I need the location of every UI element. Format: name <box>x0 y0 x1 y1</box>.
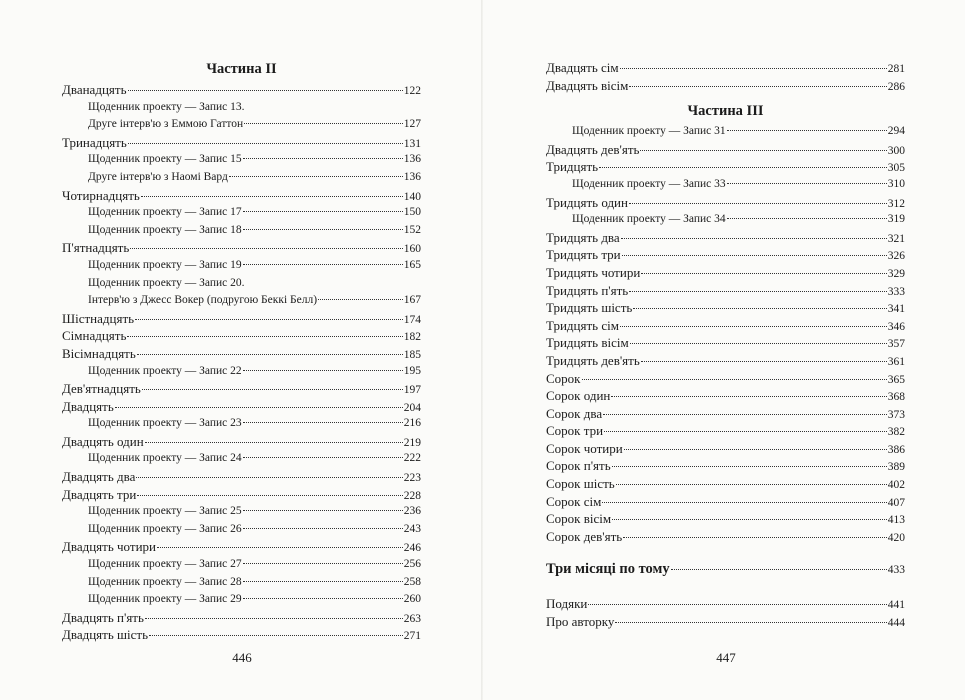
toc-chapter-row[interactable] <box>62 81 421 99</box>
toc-entry-label: Сорок сім <box>546 493 602 509</box>
dot-leader <box>149 635 403 636</box>
toc-entry-label: Щоденник проекту — Запис 28 <box>88 575 242 588</box>
dot-leader <box>623 537 887 538</box>
toc-page-ref: 326 <box>887 250 905 263</box>
dot-leader <box>128 143 403 144</box>
toc-list <box>62 81 421 644</box>
toc-chapter-row[interactable] <box>546 352 905 370</box>
toc-subentry-row[interactable] <box>62 99 421 117</box>
dot-leader <box>629 291 887 292</box>
dot-leader <box>620 68 887 69</box>
toc-chapter-row[interactable] <box>546 475 905 493</box>
dot-leader <box>629 86 886 87</box>
toc-page-ref: 167 <box>403 294 421 307</box>
dot-leader <box>136 477 402 478</box>
dot-leader <box>243 229 403 230</box>
dot-leader <box>611 396 886 397</box>
spacer <box>546 581 905 595</box>
toc-page-ref: 382 <box>887 426 905 439</box>
toc-entry-label: Двадцять <box>62 398 114 414</box>
toc-entry-label: Дванадцять <box>62 82 127 97</box>
dot-leader <box>128 90 403 91</box>
dot-leader <box>727 218 887 219</box>
toc-page-ref: 357 <box>887 338 905 351</box>
toc-page-ref: 263 <box>403 612 421 625</box>
toc-entry-label: Тридцять вісім <box>546 335 629 351</box>
toc-chapter-row[interactable] <box>546 457 905 475</box>
toc-subentry-row[interactable] <box>62 363 421 381</box>
dot-leader <box>318 299 403 300</box>
toc-subentry-row[interactable] <box>62 503 421 521</box>
dot-leader <box>603 414 887 415</box>
toc-page-ref: 402 <box>887 479 905 492</box>
toc-entry-label: Вісімнадцять <box>62 345 136 361</box>
toc-left <box>62 58 421 644</box>
page-number: 446 <box>232 650 252 665</box>
toc-subentry-row[interactable] <box>62 574 421 592</box>
toc-page-ref: 182 <box>403 331 421 344</box>
toc-entry-label: Двадцять сім <box>546 60 619 75</box>
dot-leader <box>243 457 403 458</box>
toc-chapter-row[interactable] <box>546 405 905 423</box>
toc-page-ref: 246 <box>403 542 421 555</box>
toc-page-ref: 441 <box>887 599 905 612</box>
dot-leader <box>602 502 886 503</box>
toc-entry-label: Щоденник проекту — Запис 31 <box>572 125 726 138</box>
dot-leader <box>629 203 887 204</box>
toc-page-ref: 319 <box>887 213 905 226</box>
toc-entry-label: Тридцять п'ять <box>546 282 629 298</box>
dot-leader <box>641 361 887 362</box>
toc-entry-label: Щоденник проекту — Запис 13. <box>88 100 245 113</box>
dot-leader <box>142 389 403 390</box>
dot-leader <box>604 431 887 432</box>
dot-leader <box>243 528 403 529</box>
toc-page-ref: 294 <box>887 125 905 138</box>
toc-chapter-row[interactable] <box>546 440 905 458</box>
toc-page-ref: 152 <box>403 223 421 236</box>
dot-leader <box>640 150 886 151</box>
toc-entry-label: Шістнадцять <box>62 310 135 326</box>
dot-leader <box>671 569 887 570</box>
toc-subentry-row[interactable] <box>62 591 421 609</box>
toc-entry-label: Тридцять один <box>546 194 628 210</box>
part-heading: Частина III <box>687 103 764 120</box>
toc-chapter-row[interactable] <box>546 334 905 352</box>
part-heading: Частина II <box>206 61 277 77</box>
toc-entry-label: Сімнадцять <box>62 328 127 344</box>
dot-leader <box>145 442 403 443</box>
toc-chapter-row[interactable] <box>546 387 905 405</box>
dot-leader <box>243 158 403 159</box>
toc-subentry-row[interactable] <box>62 116 421 134</box>
toc-list <box>546 123 905 545</box>
toc-entry-label: Сорок три <box>546 423 604 439</box>
dot-leader <box>633 308 886 309</box>
toc-page-ref: 256 <box>403 558 421 571</box>
toc-right <box>546 59 905 631</box>
toc-entry-label: Щоденник проекту — Запис 26 <box>88 522 242 535</box>
toc-entry-label: Щоденник проекту — Запис 25 <box>88 505 242 518</box>
toc-entry-label: Сорок шість <box>546 476 615 492</box>
dot-leader <box>157 547 403 548</box>
dot-leader <box>243 370 403 371</box>
toc-entry-label: Про авторку <box>546 614 615 630</box>
toc-chapter-row[interactable] <box>546 370 905 388</box>
toc-list-back <box>546 595 905 630</box>
toc-page-ref: 174 <box>403 313 421 326</box>
toc-chapter-row[interactable] <box>546 158 905 176</box>
dot-leader <box>727 130 887 131</box>
toc-subentry-row[interactable] <box>62 556 421 574</box>
dot-leader <box>229 176 403 177</box>
toc-entry-label: Сорок один <box>546 388 611 404</box>
toc-chapter-row[interactable] <box>62 609 421 627</box>
toc-subentry-row[interactable] <box>62 275 421 293</box>
toc-subentry-row[interactable] <box>62 521 421 539</box>
dot-leader <box>599 167 887 168</box>
toc-chapter-row[interactable] <box>62 239 421 257</box>
toc-entry-label: Двадцять п'ять <box>62 609 144 625</box>
dot-leader <box>624 449 887 450</box>
dot-leader <box>135 319 403 320</box>
toc-page-ref: 219 <box>403 436 421 449</box>
toc-subentry-row[interactable] <box>62 415 421 433</box>
dot-leader <box>588 604 886 605</box>
toc-entry-label: Щоденник проекту — Запис 22 <box>88 364 242 377</box>
toc-entry-label: Двадцять вісім <box>546 77 629 93</box>
toc-page-ref: 122 <box>403 85 421 97</box>
dot-leader <box>145 618 403 619</box>
toc-entry-label: Тридцять сім <box>546 317 619 333</box>
toc-page-ref: 300 <box>887 144 905 157</box>
toc-entry-label: Тринадцять <box>62 134 127 150</box>
toc-chapter-row[interactable] <box>546 77 905 95</box>
dot-leader <box>244 123 403 124</box>
dot-leader <box>243 211 403 212</box>
toc-chapter-row[interactable] <box>546 264 905 282</box>
toc-page-ref: 444 <box>887 617 905 630</box>
toc-page-ref: 127 <box>403 118 421 131</box>
dot-leader <box>243 563 403 564</box>
toc-chapter-row[interactable] <box>546 282 905 300</box>
toc-chapter-row[interactable] <box>62 327 421 345</box>
toc-chapter-row[interactable] <box>62 345 421 363</box>
toc-entry-label: Тридцять три <box>546 247 621 263</box>
toc-entry-label: Двадцять три <box>62 486 137 502</box>
toc-page-ref: 368 <box>887 391 905 404</box>
toc-entry-label: Інтерв'ю з Джесс Вокер (подругою Беккі Белл) <box>88 294 318 307</box>
toc-page-ref: 361 <box>887 355 905 368</box>
toc-entry-label: Двадцять шість <box>62 627 149 643</box>
toc-subentry-row[interactable] <box>62 151 421 169</box>
toc-entry-label: Щоденник проекту — Запис 15 <box>88 153 242 166</box>
toc-page-ref: 243 <box>403 522 421 535</box>
toc-chapter-row[interactable] <box>546 229 905 247</box>
toc-page-ref: 365 <box>887 373 905 386</box>
toc-entry-label: Подяки <box>546 596 588 612</box>
toc-chapter-row[interactable] <box>62 538 421 556</box>
toc-page-ref: 389 <box>887 461 905 474</box>
toc-page-ref: 310 <box>887 177 905 190</box>
toc-chapter-row[interactable] <box>546 194 905 212</box>
toc-chapter-row[interactable] <box>546 299 905 317</box>
toc-entry-label: Щоденник проекту — Запис 29 <box>88 593 242 606</box>
toc-entry-label: Тридцять шість <box>546 300 633 316</box>
toc-subentry-row[interactable] <box>62 257 421 275</box>
toc-entry-label: Двадцять чотири <box>62 539 156 555</box>
toc-chapter-row[interactable] <box>546 246 905 264</box>
toc-page-ref: 321 <box>887 232 905 245</box>
toc-entry-label: Щоденник проекту — Запис 24 <box>88 452 242 465</box>
toc-page-ref: 281 <box>887 63 905 75</box>
toc-chapter-row[interactable] <box>62 433 421 451</box>
toc-subentry-row[interactable] <box>546 123 905 141</box>
toc-page-ref: 195 <box>403 364 421 377</box>
toc-page-ref: 407 <box>887 496 905 509</box>
toc-entry-label: Двадцять дев'ять <box>546 141 640 157</box>
toc-subentry-row[interactable] <box>546 176 905 194</box>
right-page <box>483 0 965 700</box>
toc-page-ref: 271 <box>403 630 421 643</box>
toc-entry-label: Двадцять два <box>62 469 136 485</box>
toc-entry-label: П'ятнадцять <box>62 240 130 256</box>
toc-chapter-row[interactable] <box>62 187 421 205</box>
dot-leader <box>137 354 403 355</box>
dot-leader <box>616 484 887 485</box>
toc-chapter-row[interactable] <box>62 486 421 504</box>
toc-chapter-row[interactable] <box>546 493 905 511</box>
toc-entry-label: Щоденник проекту — Запис 27 <box>88 558 242 571</box>
toc-entry-label: Щоденник проекту — Запис 23 <box>88 417 242 430</box>
dot-leader <box>115 407 403 408</box>
dot-leader <box>727 183 887 184</box>
toc-entry-label: Сорок чотири <box>546 440 623 456</box>
toc-page-ref: 373 <box>887 408 905 421</box>
toc-subentry-row[interactable] <box>62 222 421 240</box>
toc-chapter-row[interactable] <box>62 626 421 644</box>
toc-page-ref: 185 <box>403 348 421 361</box>
toc-page-ref: 223 <box>403 472 421 485</box>
toc-entry-label: Чотирнадцять <box>62 187 140 203</box>
dot-leader <box>612 466 887 467</box>
dot-leader <box>243 510 403 511</box>
toc-entry-label: Щоденник проекту — Запис 33 <box>572 177 726 190</box>
toc-page-ref: 286 <box>887 80 905 93</box>
left-page <box>0 0 482 700</box>
dot-leader <box>127 336 402 337</box>
toc-page-ref: 150 <box>403 206 421 219</box>
toc-chapter-row[interactable] <box>62 398 421 416</box>
dot-leader <box>130 248 402 249</box>
toc-page-ref: 312 <box>887 197 905 210</box>
dot-leader <box>620 326 887 327</box>
toc-page-ref: 260 <box>403 593 421 606</box>
dot-leader <box>630 343 887 344</box>
dot-leader <box>641 273 886 274</box>
toc-chapter-row[interactable] <box>62 310 421 328</box>
toc-chapter-row[interactable] <box>62 468 421 486</box>
toc-page-ref: 197 <box>403 384 421 397</box>
toc-entry-label: Тридцять <box>546 159 599 175</box>
dot-leader <box>141 196 403 197</box>
toc-chapter-row[interactable] <box>546 613 905 631</box>
toc-chapter-row[interactable] <box>546 528 905 546</box>
dot-leader <box>243 598 403 599</box>
toc-entry-label: Сорок <box>546 370 581 386</box>
dot-leader <box>612 519 887 520</box>
toc-entry-label: Дев'ятнадцять <box>62 381 141 397</box>
toc-chapter-row[interactable] <box>546 59 905 77</box>
toc-chapter-row[interactable] <box>546 317 905 335</box>
toc-entry-label: Сорок п'ять <box>546 458 611 474</box>
toc-page-ref: 131 <box>403 137 421 150</box>
toc-entry-label: Щоденник проекту — Запис 17 <box>88 206 242 219</box>
toc-page-ref: 346 <box>887 320 905 333</box>
toc-page-ref: 136 <box>403 153 421 166</box>
dot-leader <box>582 379 887 380</box>
toc-entry-label: Щоденник проекту — Запис 19 <box>88 258 242 271</box>
toc-entry-label: Щоденник проекту — Запис 20. <box>88 276 245 289</box>
toc-chapter-row[interactable] <box>546 510 905 528</box>
toc-subentry-row[interactable] <box>62 292 421 310</box>
toc-page-ref: 236 <box>403 505 421 518</box>
toc-entry-label: Тридцять два <box>546 229 620 245</box>
toc-entry-label: Друге інтерв'ю з Еммою Гаттон <box>88 118 244 131</box>
toc-list-top <box>546 59 905 94</box>
toc-entry-label: Друге інтерв'ю з Наомі Вард <box>88 170 228 183</box>
toc-page-ref: 305 <box>887 162 905 175</box>
toc-page-ref: 165 <box>403 258 421 271</box>
toc-page-ref: 216 <box>403 417 421 430</box>
toc-entry-label: Сорок вісім <box>546 511 612 527</box>
toc-entry-label: Сорок дев'ять <box>546 528 623 544</box>
dot-leader <box>137 495 402 496</box>
toc-page-ref: 420 <box>887 531 905 544</box>
dot-leader <box>243 422 403 423</box>
toc-subentry-row[interactable] <box>546 211 905 229</box>
dot-leader <box>243 581 403 582</box>
toc-subentry-row[interactable] <box>62 204 421 222</box>
toc-page-ref: 228 <box>403 489 421 502</box>
toc-chapter-row[interactable] <box>546 595 905 613</box>
toc-page-ref: 341 <box>887 303 905 316</box>
toc-entry-label: Сорок два <box>546 405 603 421</box>
toc-page-ref: 136 <box>403 170 421 183</box>
toc-page-ref: 258 <box>403 575 421 588</box>
dot-leader <box>621 238 887 239</box>
toc-subentry-row[interactable] <box>62 169 421 187</box>
toc-page-ref: 413 <box>887 514 905 527</box>
dot-leader <box>615 622 886 623</box>
toc-chapter-row[interactable] <box>62 134 421 152</box>
toc-page-ref: 204 <box>403 401 421 414</box>
toc-page-ref: 329 <box>887 267 905 280</box>
dot-leader <box>243 264 403 265</box>
toc-entry-label: Щоденник проекту — Запис 34 <box>572 213 726 226</box>
toc-page-ref: 140 <box>403 190 421 203</box>
toc-page-ref: 433 <box>887 564 905 577</box>
toc-epilogue-row[interactable] <box>546 557 905 581</box>
toc-entry-label: Щоденник проекту — Запис 18 <box>88 223 242 236</box>
toc-subentry-row[interactable] <box>62 450 421 468</box>
toc-chapter-row[interactable] <box>546 141 905 159</box>
toc-entry-label: Тридцять чотири <box>546 264 641 280</box>
page-number: 447 <box>716 650 736 665</box>
dot-leader <box>622 255 887 256</box>
toc-page-ref: 222 <box>403 452 421 465</box>
toc-chapter-row[interactable] <box>62 380 421 398</box>
toc-chapter-row[interactable] <box>546 422 905 440</box>
toc-entry-label: Двадцять один <box>62 433 144 449</box>
toc-page-ref: 160 <box>403 243 421 256</box>
toc-page-ref: 386 <box>887 443 905 456</box>
toc-page-ref: 333 <box>887 285 905 298</box>
toc-entry-label: Три місяці по тому <box>546 561 670 578</box>
toc-entry-label: Тридцять дев'ять <box>546 352 640 368</box>
